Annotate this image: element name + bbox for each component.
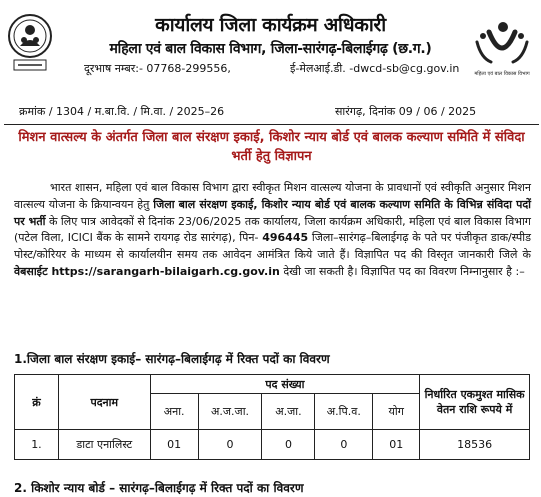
website-link[interactable]: वेबसाईट https://sarangarh-bilaigarh.cg.gov.in — [14, 264, 280, 278]
header-st: अ.ज.जा. — [198, 394, 262, 430]
row-sc: 0 — [262, 430, 315, 460]
email-address: ई-मेलआई.डी. -dwcd-sb@cg.gov.in — [290, 62, 460, 75]
header-sc: अ.जा. — [262, 394, 315, 430]
office-title: कार्यालय जिला कार्यक्रम अधिकारी — [155, 14, 386, 36]
divider — [4, 124, 539, 125]
row-post-name: डाटा एनालिस्ट — [58, 430, 150, 460]
body-text-2: के लिए पात्र आवेदकों से दिनांक 23/06/2025 तक कार्यालय, जिला कार्यक्रम अधिकारी, महिला एवं बाल विकास विभाग (पटेल विला, ICICI बैंक के सामने रायगढ़ रोड सारंगढ़), पिन- — [14, 214, 531, 245]
subject-heading: मिशन वात्सल्य के अंतर्गत जिला बाल संरक्षण इकाई, किशोर न्याय बोर्ड एवं बालक कल्याण समिति में संविदा भर्ती हेतु विज्ञापन — [18, 130, 525, 164]
body-text-1: भारत शासन, महिला एवं बाल विकास विभाग द्वारा स्वीकृत मिशन वात्सल्य योजना के प्रावधानों एवं स्वीकृति अनुसार मिशन वात्सल्य योजना के क्रियान्वयन हेतु — [14, 181, 531, 211]
department-line: महिला एवं बाल विकास विभाग, जिला-सारंगढ़-बिलाईगढ़ (छ.ग.) — [109, 41, 432, 57]
header-post-count: पद संख्या — [150, 375, 420, 394]
letterhead — [0, 0, 541, 98]
header-salary: निर्धारित एकमुश्त मासिक वेतन राशि रूपये में — [420, 375, 530, 430]
row-obc: 0 — [315, 430, 373, 460]
vacancy-table — [14, 374, 530, 460]
row-unreserved: 01 — [150, 430, 198, 460]
reference-line — [0, 104, 541, 122]
table-row — [15, 430, 530, 460]
body-bold-text: जिला बाल संरक्षण इकाई, किशोर न्याय बोर्ड एवं बालक कल्याण समिति के विभिन्न संविदा पदों पर भर्ती — [14, 197, 532, 228]
section-2-title: 2. किशोर न्याय बोर्ड – सारंगढ़–बिलाईगढ़ में रिक्त पदों का विवरण — [14, 481, 304, 495]
reference-number: क्रमांक / 1304 / म.बा.वि. / मि.वा. / 2025–26 — [19, 105, 225, 118]
department-logo-caption: महिला एवं बाल विकास विभाग — [474, 71, 530, 77]
pin-code: 496445 — [262, 231, 309, 245]
body-text-3: जिला–सारंगढ़–बिलाईगढ़ के पते पर पंजीकृत डाक/स्पीड पोस्ट/कोरियर के माध्यम से कार्यालयीन समय तक आवेदन आमंत्रित किये जाते हैं। विज्ञापित पद की विस्तृत जानकारी जिले के — [14, 231, 531, 262]
header-post-name: पदनाम — [58, 375, 150, 430]
body-text-4: देखी जा सकती है। विज्ञापित पद का विवरण निम्नानुसार है :– — [279, 264, 525, 278]
place-and-date: सारंगढ़, दिनांक 09 / 06 / 2025 — [335, 105, 477, 118]
phone-number: दूरभाष नम्बर:- 07768-299556, — [84, 62, 231, 75]
department-logo — [469, 18, 535, 78]
row-serial: 1. — [15, 430, 59, 460]
header-obc: अ.पि.व. — [315, 394, 373, 430]
section-1-title: 1.जिला बाल संरक्षण इकाई– सारंगढ़–बिलाईगढ़ में रिक्त पदों का विवरण — [14, 352, 330, 366]
header-serial: क्रं — [15, 375, 59, 430]
advertisement-body — [14, 180, 531, 281]
row-salary: 18536 — [420, 430, 530, 460]
header-total: योग — [373, 394, 420, 430]
header-unreserved: अना. — [150, 394, 198, 430]
row-st: 0 — [198, 430, 262, 460]
row-total: 01 — [373, 430, 420, 460]
